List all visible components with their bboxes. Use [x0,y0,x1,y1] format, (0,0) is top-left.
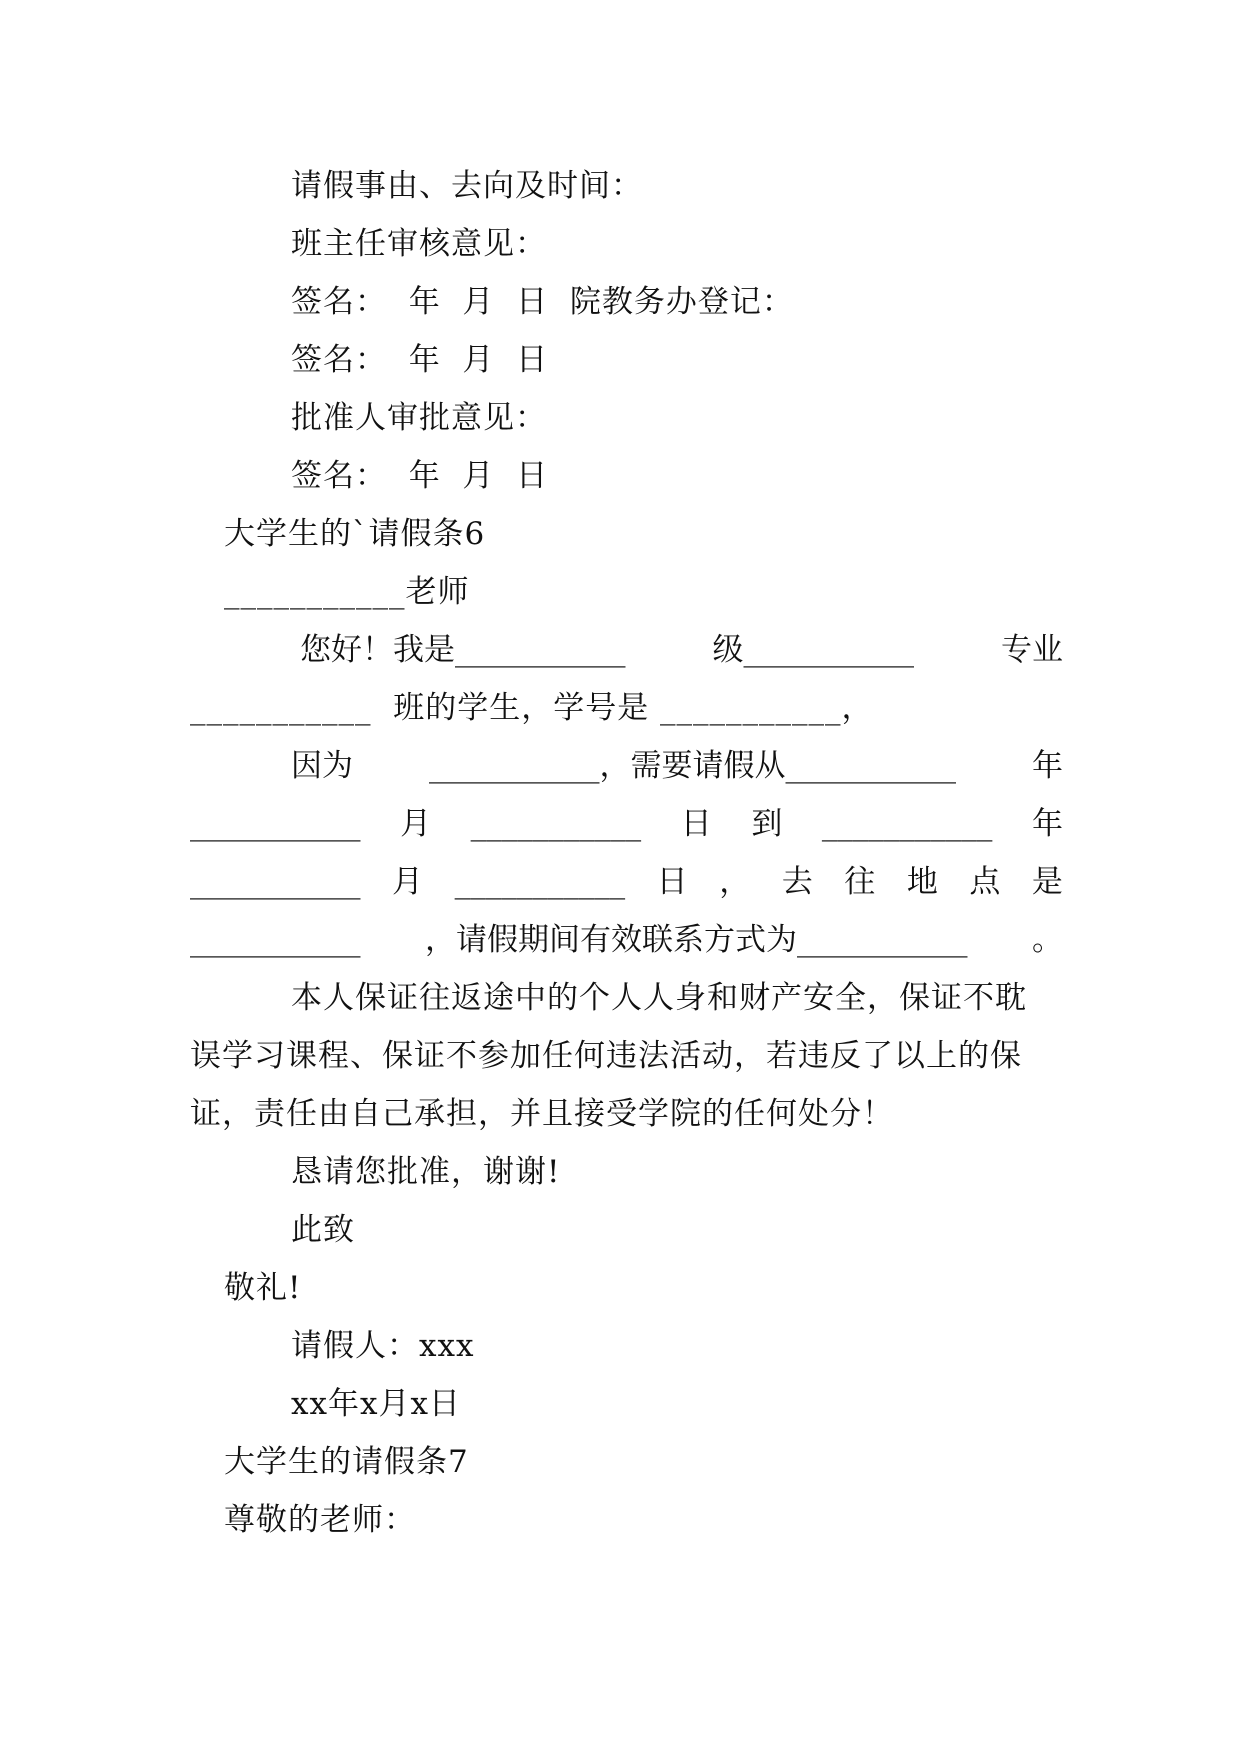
letter7-salutation: 尊敬的老师： [224,1502,416,1538]
form-teacher-review: 班主任审核意见： [291,226,547,262]
text-segment: 点 [969,864,1001,900]
letter6-salutation: ___________老师 [224,574,470,610]
text-segment: 您好！我是___________ [300,632,626,668]
letter6-request: 恳请您批准，谢谢! [291,1154,561,1190]
text-segment: ___________ [821,806,993,842]
letter6-date: xx年x月x日 [291,1386,461,1422]
text-segment: 年 [1032,748,1063,784]
text-segment: 是 [1031,864,1063,900]
letter6-p2-line3 [190,862,1063,902]
form-sign-2: 签名： 年 月 日 [291,342,549,378]
text-segment: 去 [781,864,813,900]
letter6-p3-line3: 证，责任由自己承担，并且接受学院的任何处分！ [190,1096,894,1132]
form-sign-1: 签名： 年 月 日 院教务办登记： [291,284,794,320]
letter6-p1-line2: ___________ 班的学生，学号是 ___________， [190,690,874,726]
form-sign-3: 签名： 年 月 日 [291,458,549,494]
text-segment: 到 [751,806,783,842]
letter6-title: 大学生的`请假条6 [224,516,486,552]
text-segment: ___________ [190,864,361,900]
text-segment: ___________，需要请假从___________ [429,748,956,784]
letter6-closing-1: 此致 [291,1212,355,1248]
letter6-p3-line2: 误学习课程、保证不参加任何违法活动，若违反了以上的保 [190,1038,1022,1074]
letter6-p2-line4 [190,920,1063,960]
text-segment: 地 [906,864,938,900]
letter7-title: 大学生的请假条7 [224,1444,469,1480]
text-segment: 月 [400,806,432,842]
form-approver: 批准人审批意见： [291,400,547,436]
text-segment: ___________ [190,806,361,842]
text-segment: ，请假期间有效联系方式为___________ [425,922,968,958]
letter6-p2-line1 [291,746,1063,786]
text-segment: 日 [680,806,712,842]
letter6-p1-line1 [300,630,1063,670]
text-segment: ___________ [190,922,361,958]
letter6-p3-line1: 本人保证往返途中的个人人身和财产安全，保证不耽 [291,980,1027,1016]
form-reason: 请假事由、去向及时间： [291,168,643,204]
text-segment: 因为 [291,748,353,784]
text-segment: 级___________ [712,632,914,668]
text-segment: 月 [392,864,424,900]
text-segment: 年 [1031,806,1063,842]
letter6-applicant: 请假人：xxx [291,1328,475,1364]
text-segment: ， [719,864,751,900]
text-segment: ___________ [454,864,626,900]
letter6-p2-line2 [190,804,1063,844]
text-segment: 。 [1032,922,1063,958]
text-segment: 日 [656,864,688,900]
text-segment: 往 [844,864,876,900]
text-segment: ___________ [470,806,642,842]
text-segment: 专业 [1001,632,1063,668]
letter6-closing-2: 敬礼! [224,1270,302,1306]
